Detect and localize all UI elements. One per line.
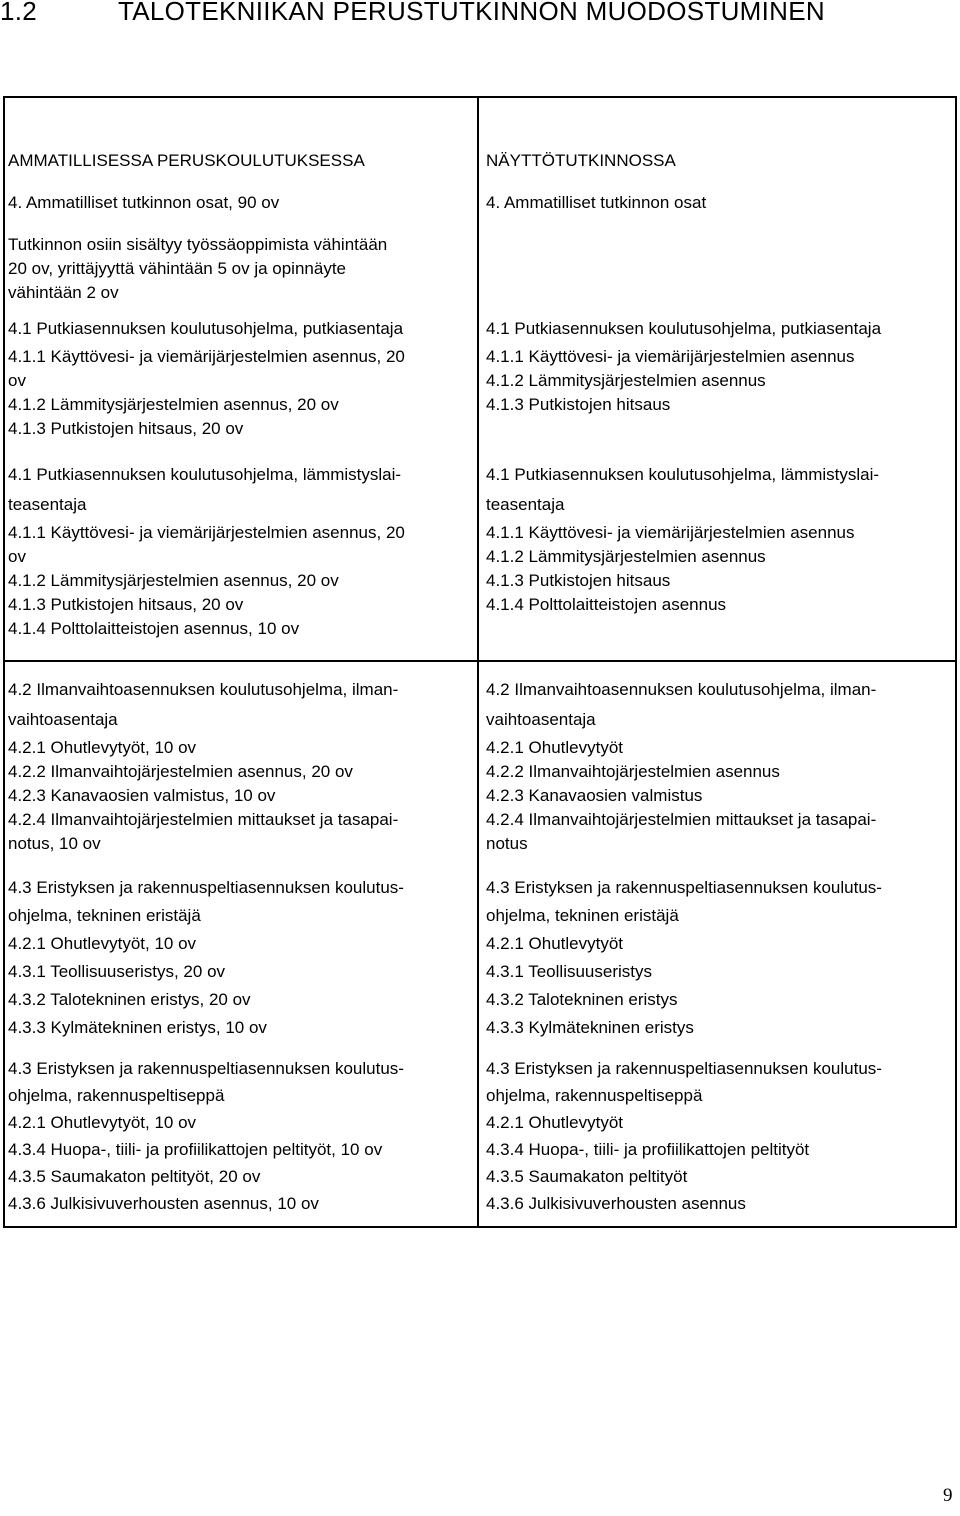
block-rakennuspeltiseppa-right: 4.3 Eristyksen ja rakennuspeltiasennuksen koulutus- ohjelma, rakennuspeltiseppä 4.2.1 Ohutlevytyöt 4.3.4 Huopa-, tiili- ja profiilikattojen peltityöt 4.3.5 Saumakaton peltityöt 4.3.6 Julkisivuverhousten asennus (486, 1059, 882, 1213)
left-column-note: Tutkinnon osiin sisältyy työssäoppimista vähintään 20 ov, yrittäjyyttä vähintään 5 ov ja opinnäyte vähintään 2 ov (8, 235, 388, 302)
section-heading (0, 0, 825, 27)
column-divider (477, 96, 479, 1228)
section-title: TALOTEKNIIKAN PERUSTUTKINNON MUODOSTUMINEN (118, 0, 825, 26)
block-tekninen-eristaja-right: 4.3 Eristyksen ja rakennuspeltiasennuksen koulutus- ohjelma, tekninen eristäjä 4.2.1 Ohutlevytyöt 4.3.1 Teollisuuseristys 4.3.2 Talotekninen eristys 4.3.3 Kylmätekninen eristys (486, 878, 882, 1037)
page-number: 9 (943, 1485, 953, 1506)
left-column-subtitle: 4. Ammatilliset tutkinnon osat, 90 ov (8, 193, 280, 212)
block-rakennuspeltiseppa-left: 4.3 Eristyksen ja rakennuspeltiasennuksen koulutus- ohjelma, rakennuspeltiseppä 4.2.1 Ohutlevytyöt, 10 ov 4.3.4 Huopa-, tiili- ja profiilikattojen peltityöt, 10 ov 4.3.5 Saumakaton peltityöt, 20 ov 4.3.6 Julkisivuverhousten asennus, 10 ov (8, 1059, 404, 1213)
right-column-subtitle: 4. Ammatilliset tutkinnon osat (486, 193, 707, 212)
right-column-title: NÄYTTÖTUTKINNOSSA (486, 151, 676, 170)
block-ilmanvaihtoasentaja-right: 4.2 Ilmanvaihtoasennuksen koulutusohjelma, ilman- vaihtoasentaja 4.2.1 Ohutlevytyöt 4.2.2 Ilmanvaihtojärjestelmien asennus 4.2.3 Kanavaosien valmistus 4.2.4 Ilmanvaihtojärjestelmien mittaukset ja tasapai- notus (486, 680, 877, 853)
table-row-divider (3, 660, 957, 662)
block-lammityslaiteasentaja-left: 4.1 Putkiasennuksen koulutusohjelma, lämmistyslai- teasentaja 4.1.1 Käyttövesi- ja viemärijärjestelmien asennus, 20 ov 4.1.2 Lämmitysjärjestelmien asennus, 20 ov 4.1.3 Putkistojen hitsaus, 20 ov 4.1.4 Polttolaitteistojen asennus, 10 ov (8, 465, 405, 638)
section-number: 1.2 (0, 0, 38, 26)
block-lammityslaiteasentaja-right: 4.1 Putkiasennuksen koulutusohjelma, lämmistyslai- teasentaja 4.1.1 Käyttövesi- ja viemärijärjestelmien asennus 4.1.2 Lämmitysjärjestelmien asennus 4.1.3 Putkistojen hitsaus 4.1.4 Polttolaitteistojen asennus (486, 465, 880, 614)
block-ilmanvaihtoasentaja-left: 4.2 Ilmanvaihtoasennuksen koulutusohjelma, ilman- vaihtoasentaja 4.2.1 Ohutlevytyöt, 10 ov 4.2.2 Ilmanvaihtojärjestelmien asennus, 20 ov 4.2.3 Kanavaosien valmistus, 10 ov 4.2.4 Ilmanvaihtojärjestelmien mittaukset ja tasapai- notus, 10 ov (8, 680, 399, 853)
left-column-title: AMMATILLISESSA PERUSKOULUTUKSESSA (8, 151, 365, 170)
block-putkiasentaja-right: 4.1 Putkiasennuksen koulutusohjelma, putkiasentaja 4.1.1 Käyttövesi- ja viemärijärjestelmien asennus 4.1.2 Lämmitysjärjestelmien asennus 4.1.3 Putkistojen hitsaus (486, 319, 882, 414)
block-putkiasentaja-left: 4.1 Putkiasennuksen koulutusohjelma, putkiasentaja 4.1.1 Käyttövesi- ja viemärijärjestelmien asennus, 20 ov 4.1.2 Lämmitysjärjestelmien asennus, 20 ov 4.1.3 Putkistojen hitsaus, 20 ov (8, 319, 405, 438)
block-tekninen-eristaja-left: 4.3 Eristyksen ja rakennuspeltiasennuksen koulutus- ohjelma, tekninen eristäjä 4.2.1 Ohutlevytyöt, 10 ov 4.3.1 Teollisuuseristys, 20 ov 4.3.2 Talotekninen eristys, 20 ov 4.3.3 Kylmätekninen eristys, 10 ov (8, 878, 404, 1037)
